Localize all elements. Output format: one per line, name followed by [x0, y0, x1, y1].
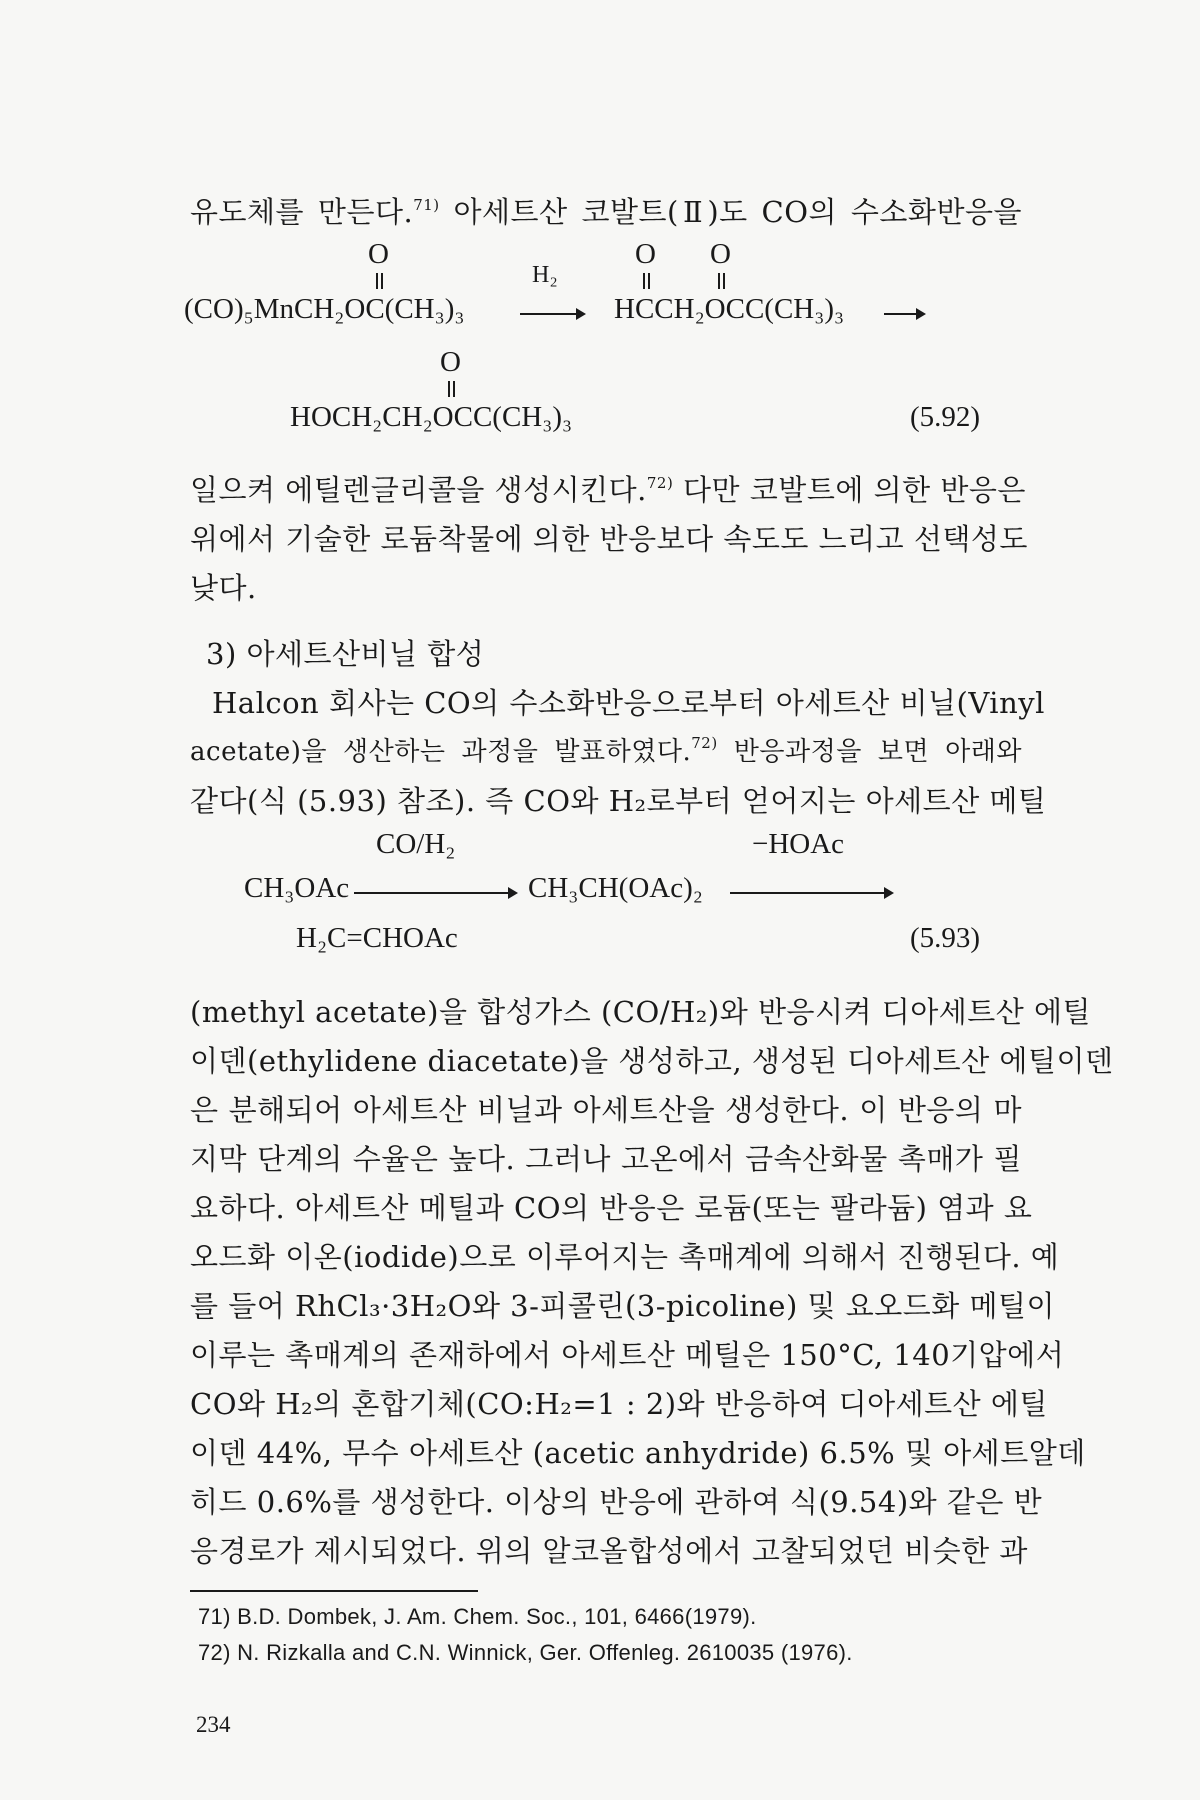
footnote-ref: 72) [691, 734, 718, 752]
paragraph-line: 이덴(ethylidene diacetate)을 생성하고, 생성된 디아세트산 에틸이덴 [190, 1044, 1114, 1078]
paragraph-line: acetate)을 생산하는 과정을 발표하였다.$^{72)}$ 반응과정을 보면 아래와 [190, 734, 1022, 767]
reaction-arrow [730, 892, 892, 894]
paragraph-line: 은 분해되어 아세트산 비닐과 아세트산을 생성한다. 이 반응의 마 [190, 1093, 1022, 1127]
paragraph-line: 이루는 촉매계의 존재하에서 아세트산 메틸은 150°C, 140기압에서 [190, 1338, 1065, 1372]
footnote-rule [190, 1590, 478, 1592]
reaction-arrow [884, 313, 924, 315]
reagent-label: H₂ [532, 262, 558, 288]
reaction-arrow [354, 892, 516, 894]
double-bond [648, 273, 650, 289]
paragraph-line: 이덴 44%, 무수 아세트산 (acetic anhydride) 6.5% 및 아세트알데 [190, 1436, 1086, 1470]
paragraph-line: CO와 H₂의 혼합기체(CO:H₂=1 : 2)와 반응하여 디아세트산 에틸 [190, 1387, 1048, 1421]
paragraph-line: 일으켜 에틸렌글리콜을 생성시킨다.$^{72)}$ 다만 코발트에 의한 반응은 [190, 473, 1026, 507]
footnote-ref: 72) [646, 474, 674, 492]
paragraph-line: (methyl acetate)을 합성가스 (CO/H₂)와 반응시켜 디아세트산 에틸 [190, 995, 1092, 1029]
double-bond [453, 381, 455, 397]
footnote-ref: 71) [413, 196, 440, 214]
paragraph-line: 지막 단계의 수율은 높다. 그러나 고온에서 금속산화물 촉매가 필 [190, 1142, 1022, 1176]
paragraph-line: 위에서 기술한 로듐착물에 의한 반응보다 속도도 느리고 선택성도 [190, 522, 1028, 556]
reagent-label: −HOAc [752, 828, 845, 860]
paragraph-line: 오드화 이온(iodide)으로 이루어지는 촉매계에 의해서 진행된다. 예 [190, 1240, 1060, 1274]
intermediate-formula: CH₃CH(OAc)₂ [528, 872, 703, 904]
section-heading: 3) 아세트산비닐 합성 [206, 637, 485, 671]
double-bond [643, 273, 645, 289]
carbonyl-o: O [368, 238, 389, 270]
footnote: 71) B.D. Dombek, J. Am. Chem. Soc., 101, 6466(1979). [198, 1604, 757, 1629]
paragraph-line: Halcon 회사는 CO의 수소화반응으로부터 아세트산 비닐(Vinyl [212, 686, 1045, 720]
equation-number: (5.92) [910, 401, 981, 433]
paragraph-line: 낮다. [190, 571, 257, 605]
reaction-arrow [520, 313, 584, 315]
reactant-formula: (CO)₅MnCH₂OC(CH₃)₃ [184, 293, 465, 325]
final-product-formula: HOCH₂CH₂OCC(CH₃)₃ [290, 401, 573, 433]
paragraph-line: 히드 0.6%를 생성한다. 이상의 반응에 관하여 식(9.54)와 같은 반 [190, 1485, 1043, 1519]
equation-number: (5.93) [910, 922, 981, 954]
carbonyl-o: O [440, 346, 461, 378]
double-bond [718, 273, 720, 289]
reactant-formula: CH₃OAc [244, 872, 350, 904]
double-bond [723, 273, 725, 289]
double-bond [376, 273, 378, 289]
paragraph-line: 같다(식 (5.93) 참조). 즉 CO와 H₂로부터 얻어지는 아세트산 메틸 [190, 784, 1047, 818]
carbonyl-o: O [710, 238, 731, 270]
reagent-label: CO/H₂ [376, 828, 456, 860]
product-formula: HCCH₂OCC(CH₃)₃ [614, 293, 845, 325]
paragraph-line: 를 들어 RhCl₃·3H₂O와 3-피콜린(3-picoline) 및 요오드화 메틸이 [190, 1289, 1056, 1323]
double-bond [448, 381, 450, 397]
page-number: 234 [196, 1712, 231, 1737]
product-formula: H₂C=CHOAc [296, 922, 458, 954]
carbonyl-o: O [635, 238, 656, 270]
paragraph-line: 요하다. 아세트산 메틸과 CO의 반응은 로듐(또는 팔라듐) 염과 요 [190, 1191, 1033, 1225]
double-bond [381, 273, 383, 289]
paragraph-line: 응경로가 제시되었다. 위의 알코올합성에서 고찰되었던 비슷한 과 [190, 1534, 1028, 1568]
paragraph-line: 유도체를 만든다.$^{71)}$ 아세트산 코발트(Ⅱ)도 CO의 수소화반응을 [190, 195, 1022, 229]
footnote: 72) N. Rizkalla and C.N. Winnick, Ger. Offenleg. 2610035 (1976). [198, 1640, 853, 1665]
